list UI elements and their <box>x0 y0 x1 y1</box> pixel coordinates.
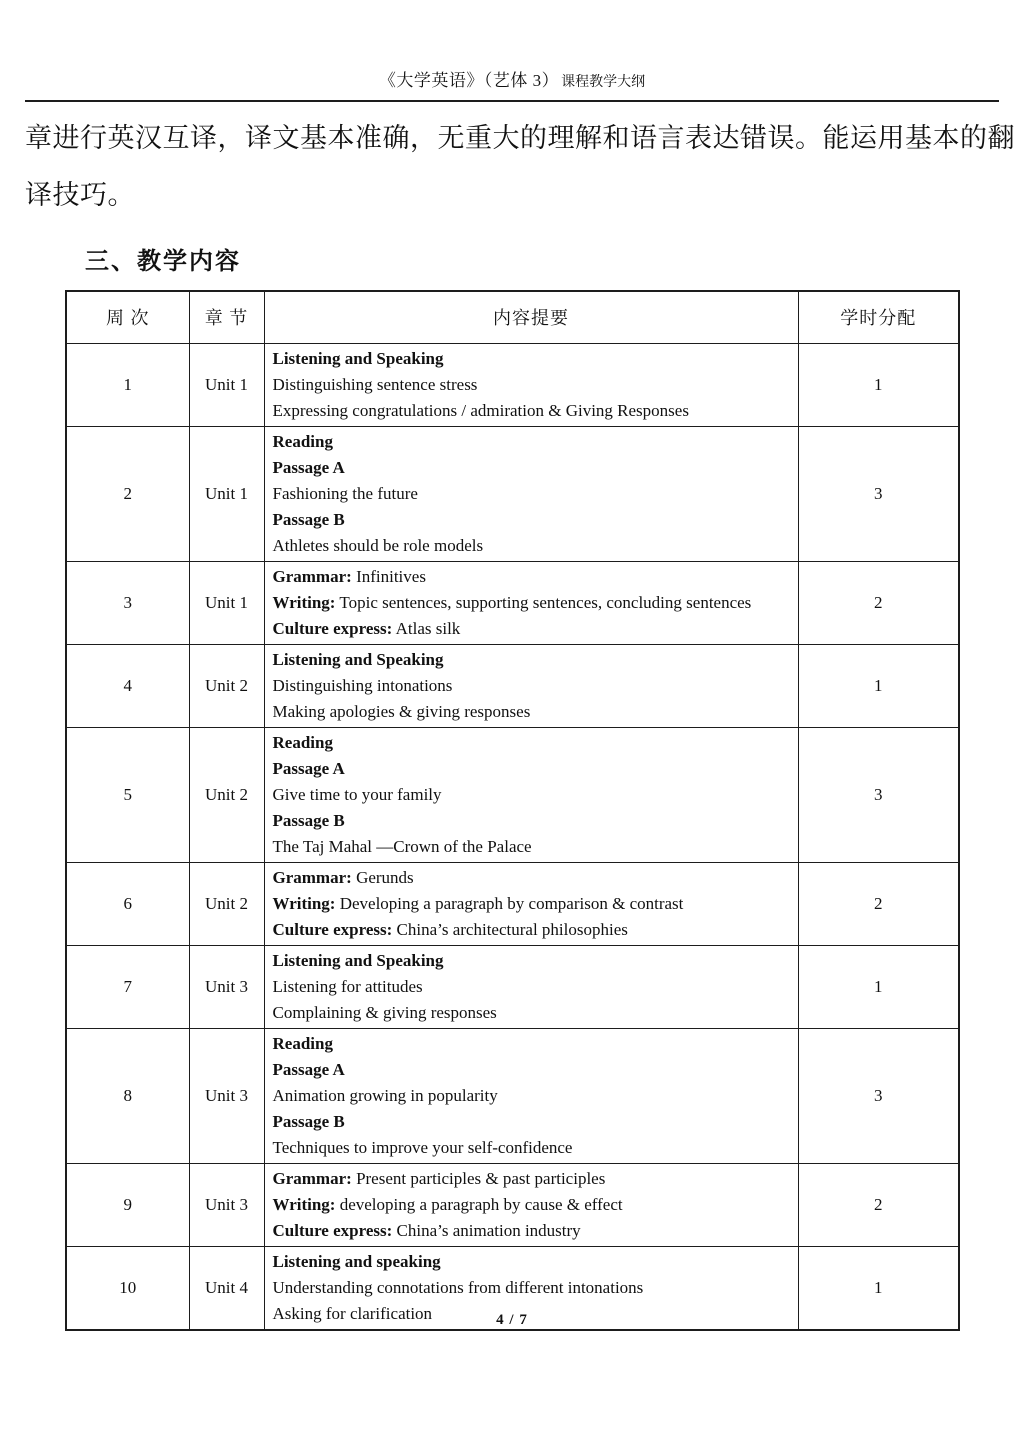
col-header-content: 内容提要 <box>264 291 798 343</box>
page-number: 4 / 7 <box>496 1312 528 1328</box>
table-row <box>66 1028 959 1163</box>
week-cell: 10 <box>66 1246 189 1330</box>
table-row <box>66 561 959 644</box>
content-cell <box>264 862 798 945</box>
table-header-row <box>66 291 959 343</box>
table-row <box>66 945 959 1028</box>
unit-cell: Unit 2 <box>189 727 264 862</box>
content-line: Writing: developing a paragraph by cause & effect <box>272 1194 623 1214</box>
content-line: Writing: Developing a paragraph by comparison & contrast <box>272 893 684 913</box>
hours-cell: 3 <box>798 426 959 561</box>
content-line: Fashioning the future <box>272 483 418 503</box>
content-line: Culture express: China’s architectural philosophies <box>272 919 628 939</box>
week-cell: 2 <box>66 426 189 561</box>
header-title: 《大学英语》（艺体 3） <box>378 71 560 90</box>
week-cell: 4 <box>66 644 189 727</box>
header-subtitle: 课程教学大纲 <box>561 75 646 90</box>
content-cell <box>264 426 798 561</box>
col-header-unit: 章 节 <box>189 291 264 343</box>
col-header-week: 周 次 <box>66 291 189 343</box>
hours-cell: 2 <box>798 1163 959 1246</box>
content-line: Passage B <box>272 509 345 529</box>
content-cell <box>264 343 798 426</box>
table-row <box>66 1163 959 1246</box>
content-line: Distinguishing intonations <box>272 675 453 695</box>
unit-cell: Unit 1 <box>189 561 264 644</box>
content-line: Give time to your family <box>272 784 442 804</box>
content-line: Grammar: Infinitives <box>272 566 426 586</box>
content-line: Reading <box>272 431 333 451</box>
content-cell <box>264 727 798 862</box>
table-row <box>66 644 959 727</box>
week-cell: 8 <box>66 1028 189 1163</box>
unit-cell: Unit 3 <box>189 945 264 1028</box>
week-cell: 9 <box>66 1163 189 1246</box>
section-heading: 三、教学内容 <box>85 248 241 275</box>
content-line: The Taj Mahal —Crown of the Palace <box>272 836 532 856</box>
content-line: Asking for clarification <box>272 1303 433 1323</box>
week-cell: 6 <box>66 862 189 945</box>
content-cell <box>264 1163 798 1246</box>
unit-cell: Unit 3 <box>189 1028 264 1163</box>
content-line: Passage A <box>272 758 345 778</box>
content-line: Animation growing in popularity <box>272 1085 498 1105</box>
table-row <box>66 343 959 426</box>
intro-paragraph <box>25 110 1015 224</box>
hours-cell: 3 <box>798 727 959 862</box>
content-cell <box>264 945 798 1028</box>
content-cell <box>264 644 798 727</box>
content-line: Listening and speaking <box>272 1251 441 1271</box>
content-line: Techniques to improve your self-confidence <box>272 1137 573 1157</box>
document-header <box>0 70 1024 100</box>
intro-line-1: 章进行英汉互译，译文基本准确，无重大的理解和语言表达错误。能运用基本的翻 <box>25 123 1015 153</box>
content-line: Passage B <box>272 1111 345 1131</box>
syllabus-table <box>65 290 960 1331</box>
content-line: Grammar: Gerunds <box>272 867 414 887</box>
table-row <box>66 426 959 561</box>
intro-line-2: 译技巧。 <box>25 180 135 210</box>
unit-cell: Unit 3 <box>189 1163 264 1246</box>
hours-cell: 2 <box>798 561 959 644</box>
content-line: Expressing congratulations / admiration & Giving Responses <box>272 400 689 420</box>
content-line: Passage A <box>272 457 345 477</box>
content-line: Grammar: Present participles & past participles <box>272 1168 606 1188</box>
table-row <box>66 862 959 945</box>
unit-cell: Unit 1 <box>189 343 264 426</box>
content-cell <box>264 561 798 644</box>
hours-cell: 2 <box>798 862 959 945</box>
hours-cell: 1 <box>798 945 959 1028</box>
hours-cell: 3 <box>798 1028 959 1163</box>
hours-cell: 1 <box>798 1246 959 1330</box>
content-line: Reading <box>272 1033 333 1053</box>
content-line: Making apologies & giving responses <box>272 701 531 721</box>
content-line: Complaining & giving responses <box>272 1002 497 1022</box>
unit-cell: Unit 2 <box>189 862 264 945</box>
content-line: Listening and Speaking <box>272 348 444 368</box>
week-cell: 5 <box>66 727 189 862</box>
content-line: Understanding connotations from different intonations <box>272 1277 644 1297</box>
hours-cell: 1 <box>798 343 959 426</box>
content-line: Culture express: China’s animation industry <box>272 1220 581 1240</box>
content-line: Writing: Topic sentences, supporting sentences, concluding sentences <box>272 592 752 612</box>
content-line: Distinguishing sentence stress <box>272 374 478 394</box>
week-cell: 1 <box>66 343 189 426</box>
content-line: Athletes should be role models <box>272 535 484 555</box>
content-line: Reading <box>272 732 333 752</box>
col-header-hours: 学时分配 <box>798 291 959 343</box>
week-cell: 3 <box>66 561 189 644</box>
content-line: Listening for attitudes <box>272 976 423 996</box>
week-cell: 7 <box>66 945 189 1028</box>
content-line: Culture express: Atlas silk <box>272 618 461 638</box>
content-line: Listening and Speaking <box>272 649 444 669</box>
content-line: Passage A <box>272 1059 345 1079</box>
unit-cell: Unit 1 <box>189 426 264 561</box>
content-line: Passage B <box>272 810 345 830</box>
content-cell <box>264 1028 798 1163</box>
hours-cell: 1 <box>798 644 959 727</box>
header-rule <box>25 100 999 102</box>
table-row <box>66 727 959 862</box>
unit-cell: Unit 4 <box>189 1246 264 1330</box>
unit-cell: Unit 2 <box>189 644 264 727</box>
content-line: Listening and Speaking <box>272 950 444 970</box>
